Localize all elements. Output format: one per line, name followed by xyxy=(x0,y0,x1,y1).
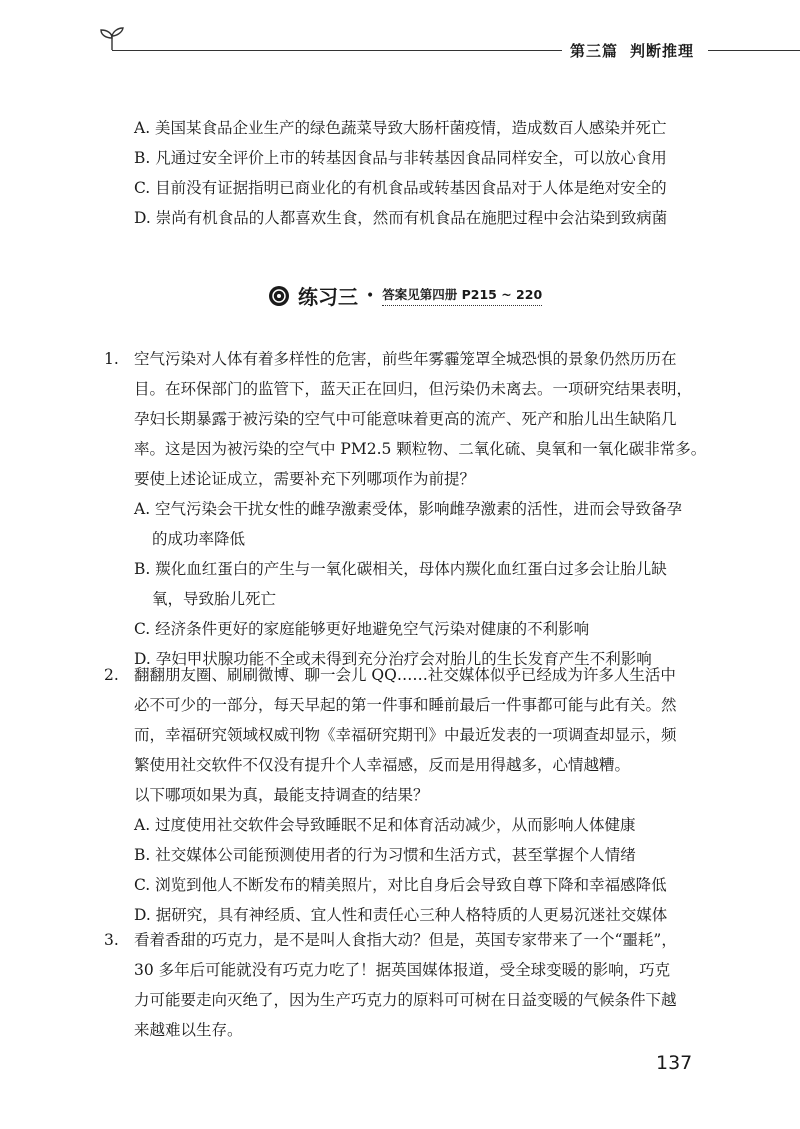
q1-option-d: D. 孕妇甲状腺功能不全或未得到充分治疗会对胎儿的生长发育产生不利影响 xyxy=(134,650,652,668)
q1-line: 要使上述论证成立，需要补充下列哪项作为前提？ xyxy=(134,470,476,488)
q1-option-c: C. 经济条件更好的家庭能够更好地避免空气污染对健康的不利影响 xyxy=(134,620,590,638)
q3-line: 看着香甜的巧克力，是不是叫人食指大动？但是，英国专家带来了一个“噩耗”， xyxy=(134,931,677,949)
page-number: 137 xyxy=(656,1052,693,1074)
q2-line: 以下哪项如果为真，最能支持调查的结果？ xyxy=(134,786,429,804)
header-part: 第三篇 xyxy=(570,42,619,60)
q3-number: 3. xyxy=(104,931,119,949)
q2-line: 而，幸福研究领域权威刊物《幸福研究期刊》中最近发表的一项调查却显示，频 xyxy=(134,726,677,744)
q1-line: 空气污染对人体有着多样性的危害，前些年雾霾笼罩全城恐惧的景象仍然历历在 xyxy=(134,350,677,368)
q2-stem xyxy=(134,660,696,930)
q2-line: 翻翻朋友圈、刷刷微博、聊一会儿 QQ……社交媒体似乎已经成为许多人生活中 xyxy=(134,666,676,684)
q3-line: 力可能要走向灭绝了，因为生产巧克力的原料可可树在日益变暖的气候条件下越 xyxy=(134,991,677,1009)
header-rule-left xyxy=(112,50,562,51)
practice-badge-icon xyxy=(268,285,290,307)
q1-option-a-cont: 的成功率降低 xyxy=(152,530,246,548)
prev-option-b: B. 凡通过安全评价上市的转基因食品与非转基因食品同样安全，可以放心食用 xyxy=(134,149,667,167)
q1-line: 孕妇长期暴露于被污染的空气中可能意味着更高的流产、死产和胎儿出生缺陷几 xyxy=(134,410,677,428)
prev-option-d: D. 崇尚有机食品的人都喜欢生食，然而有机食品在施肥过程中会沾染到致病菌 xyxy=(134,209,668,227)
practice-title: 练习三 xyxy=(298,285,358,309)
q1-number: 1. xyxy=(104,350,119,368)
q1-stem xyxy=(134,344,707,674)
prev-options xyxy=(134,113,694,233)
prev-option-c: C. 目前没有证据指明已商业化的有机食品或转基因食品对于人体是绝对安全的 xyxy=(134,179,667,197)
q3-line: 30 多年后可能就没有巧克力吃了！据英国媒体报道，受全球变暖的影响，巧克 xyxy=(134,961,671,979)
q2-number: 2. xyxy=(104,666,119,684)
answer-reference: 答案见第四册 P215 ~ 220 xyxy=(382,285,542,306)
q3-stem xyxy=(134,925,696,1045)
q2-option-a: A. 过度使用社交软件会导致睡眠不足和体育活动减少，从而影响人体健康 xyxy=(134,816,636,834)
q1-line: 目。在环保部门的监管下，蓝天正在回归，但污染仍未离去。一项研究结果表明， xyxy=(134,380,693,398)
q1-option-b-cont: 氧，导致胎儿死亡 xyxy=(152,590,277,608)
q3-line: 来越难以生存。 xyxy=(134,1021,243,1039)
q2-option-d: D. 据研究，具有神经质、宜人性和责任心三种人格特质的人更易沉迷社交媒体 xyxy=(134,906,668,924)
sprout-icon xyxy=(98,26,128,52)
q2-option-b: B. 社交媒体公司能预测使用者的行为习惯和生活方式，甚至掌握个人情绪 xyxy=(134,846,636,864)
q2-line: 必不可少的一部分，每天早起的第一件事和睡前最后一件事都可能与此有关。然 xyxy=(134,696,677,714)
q2-line: 繁使用社交软件不仅没有提升个人幸福感，反而是用得越多，心情越糟。 xyxy=(134,756,631,774)
q1-option-b: B. 羰化血红蛋白的产生与一氧化碳相关，母体内羰化血红蛋白过多会让胎儿缺 xyxy=(134,560,667,578)
q2-option-c: C. 浏览到他人不断发布的精美照片，对比自身后会导致自尊下降和幸福感降低 xyxy=(134,876,667,894)
header-chapter: 判断推理 xyxy=(630,42,695,60)
prev-option-a: A. 美国某食品企业生产的绿色蔬菜导致大肠杆菌疫情，造成数百人感染并死亡 xyxy=(134,119,667,137)
practice-heading xyxy=(268,281,542,310)
practice-dot: • xyxy=(366,287,375,304)
q1-line: 率。这是因为被污染的空气中 PM2.5 颗粒物、二氧化硫、臭氧和一氧化碳非常多。 xyxy=(134,440,707,458)
q1-option-a: A. 空气污染会干扰女性的雌孕激素受体，影响雌孕激素的活性，进而会导致备孕 xyxy=(134,500,683,518)
header-rule-right xyxy=(708,50,800,51)
section-label xyxy=(570,40,706,61)
